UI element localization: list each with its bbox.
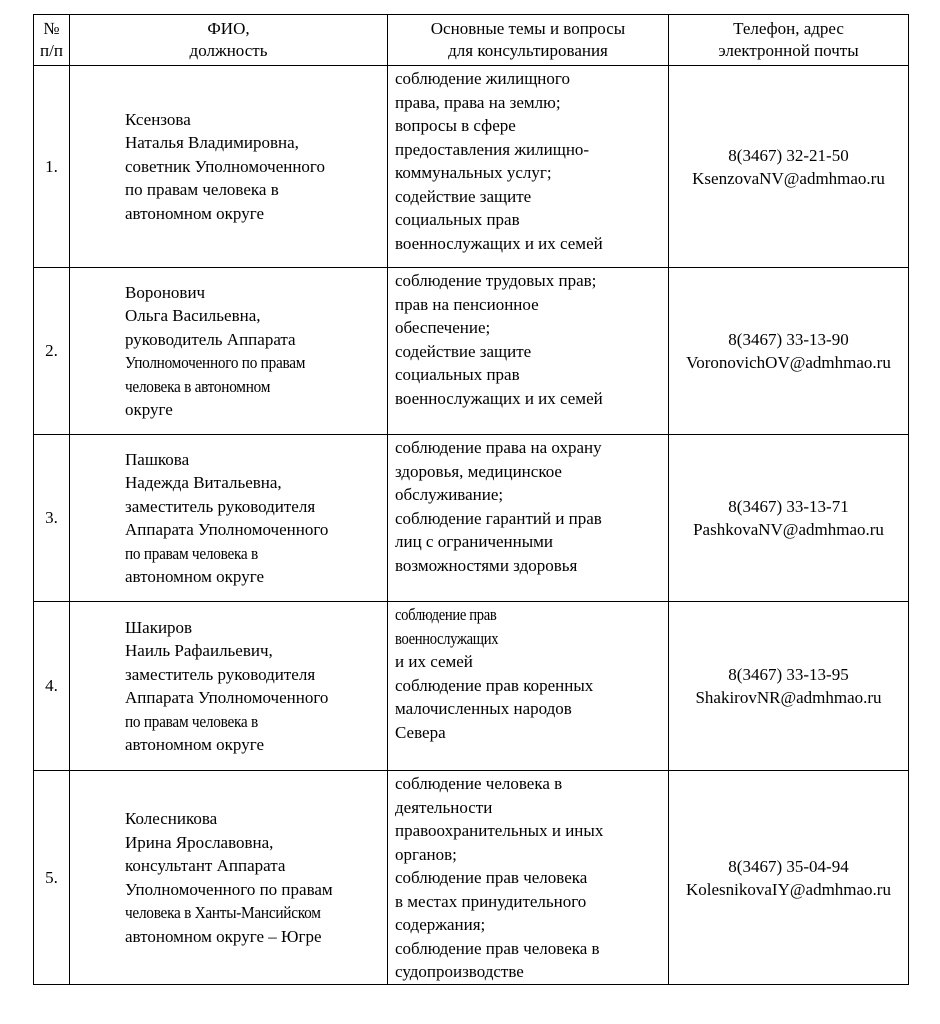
consultation-topics: соблюдение прав военнослужащих и их семей соблюдение прав коренных малочисленных народов Севера — [388, 602, 669, 771]
person-name-position: Колесникова Ирина Ярославовна, консультант Аппарата Уполномоченного по правам человека в Ханты-Мансийском автономном округе – Югре — [70, 771, 388, 985]
table-row — [34, 771, 909, 985]
table-row — [34, 268, 909, 435]
table-row — [34, 602, 909, 771]
table-row — [34, 66, 909, 268]
person-name-position: Ксензова Наталья Владимировна, советник Уполномоченного по правам человека в автономном округе — [70, 66, 388, 268]
contact-info — [669, 771, 909, 985]
row-number: 5. — [34, 771, 70, 985]
email-address: PashkovaNV@admhmao.ru — [693, 520, 884, 539]
header-num: № п/п — [34, 15, 70, 66]
phone-number: 8(3467) 33-13-71 — [728, 497, 849, 516]
person-name-position: Шакиров Наиль Рафаильевич, заместитель руководителя Аппарата Уполномоченного по правам человека в автономном округе — [70, 602, 388, 771]
header-topics: Основные темы и вопросы для консультирования — [388, 15, 669, 66]
phone-number: 8(3467) 32-21-50 — [728, 145, 849, 165]
consultation-topics: соблюдение жилищного права, права на землю; вопросы в сфере предоставления жилищно- коммунальных услуг; содействие защите социальных прав военнослужащих и их семей — [388, 66, 669, 268]
email-address: KsenzovaNV@admhmao.ru — [692, 168, 885, 188]
contact-info — [669, 435, 909, 602]
contact-info — [669, 602, 909, 771]
consultation-topics: соблюдение трудовых прав; прав на пенсионное обеспечение; содействие защите социальных прав военнослужащих и их семей — [388, 268, 669, 435]
contact-info — [669, 66, 909, 268]
row-number: 3. — [34, 435, 70, 602]
email-address: KolesnikovaIY@admhmao.ru — [686, 879, 891, 899]
email-address: VoronovichOV@admhmao.ru — [686, 353, 891, 372]
row-number: 1. — [34, 66, 70, 268]
consultants-table — [33, 14, 909, 985]
row-number: 4. — [34, 602, 70, 771]
phone-number: 8(3467) 33-13-90 — [728, 330, 849, 349]
consultation-topics: соблюдение человека в деятельности правоохранительных и иных органов; соблюдение прав человека в местах принудительного содержания; соблюдение прав человека в судопроизводстве — [388, 771, 669, 985]
contact-info — [669, 268, 909, 435]
header-contact: Телефон, адрес электронной почты — [669, 15, 909, 66]
phone-number: 8(3467) 35-04-94 — [728, 856, 849, 876]
person-name-position: Воронович Ольга Васильевна, руководитель Аппарата Уполномоченного по правам человека в автономном округе — [70, 268, 388, 435]
email-address: ShakirovNR@admhmao.ru — [695, 688, 882, 707]
header-name: ФИО, должность — [70, 15, 388, 66]
person-name-position: Пашкова Надежда Витальевна, заместитель руководителя Аппарата Уполномоченного по правам человека в автономном округе — [70, 435, 388, 602]
consultation-topics: соблюдение права на охрану здоровья, медицинское обслуживание; соблюдение гарантий и прав лиц с ограниченными возможностями здоровья — [388, 435, 669, 602]
phone-number: 8(3467) 33-13-95 — [728, 665, 849, 684]
table-row — [34, 435, 909, 602]
table-header — [34, 15, 909, 66]
row-number: 2. — [34, 268, 70, 435]
table-body — [34, 66, 909, 985]
header-row — [34, 15, 909, 66]
